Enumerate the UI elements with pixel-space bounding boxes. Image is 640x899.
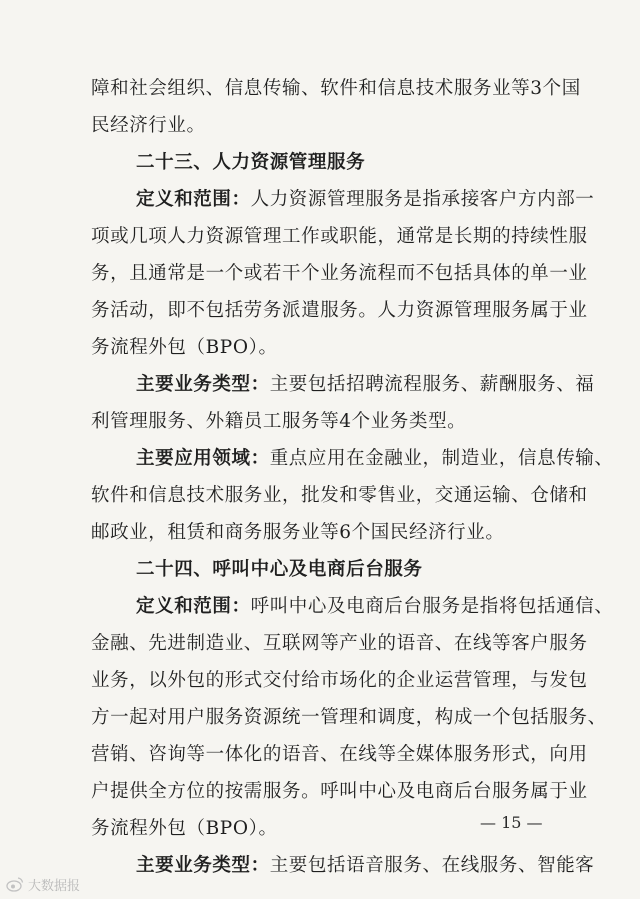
watermark: [6, 874, 80, 894]
text-line: 项或几项人力资源管理工作或职能，通常是长期的持续性服: [91, 226, 588, 247]
paragraph-label: 主要业务类型：: [136, 855, 270, 876]
weibo-logo-icon: [6, 876, 24, 892]
watermark-text: 大数据报: [28, 878, 81, 894]
text-line: 务流程外包（BPO）。: [91, 337, 278, 358]
paragraph-text: 主要包括语音服务、在线服务、智能客: [269, 855, 595, 876]
text-line: 务活动，即不包括劳务派遣服务。人力资源管理服务属于业: [91, 300, 588, 321]
text-line: 务流程外包（BPO）。: [91, 818, 278, 839]
paragraph-line: [136, 374, 594, 396]
text-line: 务，且通常是一个或若干个业务流程而不包括具体的单一业: [91, 263, 588, 284]
paragraph-label: 定义和范围：: [136, 596, 251, 617]
section-heading-24: 二十四、呼叫中心及电商后台服务: [136, 559, 423, 580]
text-line: 利管理服务、外籍员工服务等4个业务类型。: [91, 411, 467, 432]
text-line: 障和社会组织、信息传输、软件和信息技术服务业等3个国: [91, 78, 581, 99]
text-line: 邮政业，租赁和商务服务业等6个国民经济行业。: [91, 522, 505, 543]
paragraph-label: 定义和范围：: [136, 189, 251, 210]
paragraph-line: [136, 189, 594, 211]
section-heading-23: 二十三、人力资源管理服务: [136, 152, 366, 173]
text-line: 户提供全方位的按需服务。呼叫中心及电商后台服务属于业: [91, 781, 588, 802]
paragraph-line: [136, 596, 614, 618]
paragraph-text: 主要包括招聘流程服务、薪酬服务、福: [269, 374, 595, 395]
text-line: 方一起对用户服务资源统一管理和调度，构成一个包括服务、: [91, 707, 607, 728]
text-line: 金融、先进制造业、互联网等产业的语音、在线等客户服务: [91, 633, 588, 654]
paragraph-label: 主要业务类型：: [136, 374, 270, 395]
paragraph-text: 呼叫中心及电商后台服务是指将包括通信、: [250, 596, 614, 617]
paragraph-line: [136, 448, 614, 470]
text-line: 软件和信息技术服务业，批发和零售业，交通运输、仓储和: [91, 485, 588, 506]
text-line: 民经济行业。: [91, 115, 206, 136]
page-number: — 15 —: [480, 813, 543, 832]
text-line: 业务，以外包的形式交付给市场化的企业运营管理，与发包: [91, 670, 588, 691]
text-line: 营销、咨询等一体化的语音、在线等全媒体服务形式，向用: [91, 744, 588, 765]
paragraph-line: [136, 855, 594, 877]
paragraph-text: 人力资源管理服务是指承接客户方内部一: [250, 189, 595, 210]
paragraph-text: 重点应用在金融业，制造业，信息传输、: [269, 448, 614, 469]
paragraph-label: 主要应用领域：: [136, 448, 270, 469]
